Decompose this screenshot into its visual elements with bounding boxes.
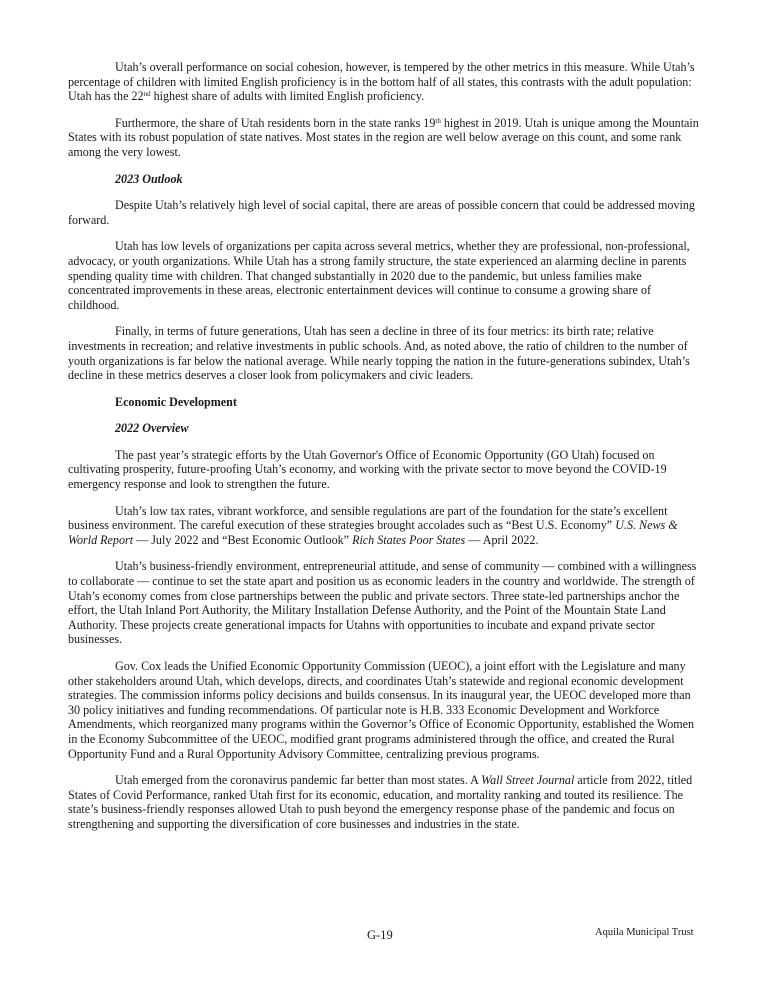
text-run: Utah’s overall performance on social cohesion, however, is tempered by the other metrics in this measure. While Utah’s percentage of children with limited English proficiency is in the bottom half of all states, this contrasts with the adult population: Utah has the 22 [68,60,695,104]
paragraph-outlook-intro: Despite Utah’s relatively high level of social capital, there are areas of possible concern that could be addressed moving forward. [68,198,695,227]
document-body [68,60,700,844]
superscript: nd [143,90,151,99]
paragraph-state-natives [68,116,700,160]
paragraph-social-cohesion [68,60,700,104]
paragraph-ueoc: Gov. Cox leads the Unified Economic Opportunity Commission (UEOC), a joint effort with the Legislature and many other stakeholders around Utah, which develops, directs, and coordinates Utah’s statewide and regional economic development strategies. The commission informs policy decisions and builds consensus. In its inaugural year, the UEOC developed more than 30 policy initiatives and funding recommendations. Of particular note is H.B. 333 Economic Development and Workforce Amendments, which reorganized many programs within the Governor’s Office of Economic Opportunity, established the Women in the Economy Subcommittee of the UEOC, modified grant programs administered through the office, and created the Rural Opportunity Fund and a Rural Opportunity Advisory Committee, centralizing previous programs. [68,659,695,761]
text-run: highest in 2019. Utah is unique among the Mountain States with its robust population of state natives. Most states in the region are well below average on this count, and some rank among the very lowest. [68,115,699,159]
heading-2023-outlook: 2023 Outlook [115,171,183,186]
text-run: Utah emerged from the coronavirus pandemic far better than most states. A [115,773,482,788]
text-run: Utah’s low tax rates, vibrant workforce, and sensible regulations are part of the foundation for the state’s excellent business environment. The careful execution of these strategies brought accolades such as “Best U.S. Economy” [68,503,668,533]
paragraph-future-generations: Finally, in terms of future generations, Utah has seen a decline in three of its four metrics: its birth rate; relative investments in recreation; and relative investments in public schools. And, as noted above, the ratio of children to the number of youth organizations is far below the national average. While nearly topping the nation in the future-generations subindex, Utah’s decline in these metrics deserves a closer look from policymakers and civic leaders. [68,324,690,383]
paragraph-go-utah: The past year’s strategic efforts by the Utah Governor's Office of Economic Opportunity (GO Utah) focused on cultivating prosperity, future-proofing Utah’s economy, and working with the private sector to move beyond the COVID-19 emergency response and look to strengthen the future. [68,447,667,492]
paragraph-organizations: Utah has low levels of organizations per capita across several metrics, whether they are professional, non-professional, advocacy, or youth organizations. While Utah has a strong family structure, the state experienced an alarming decline in parents spending quality time with children. That changed substantially in 2020 due to the pandemic, but unless families make concentrated improvements in these areas, electronic entertainment devices will continue to consume a growing share of childhood. [68,239,690,312]
heading-2022-overview: 2022 Overview [115,421,189,436]
paragraph-partnerships: Utah’s business-friendly environment, entrepreneurial attitude, and sense of community — combined with a willingness to collaborate — continue to set the state apart and position us as economic leaders in the country and worldwide. The strength of Utah’s economy comes from close partnerships between the public and private sectors. Three state-led partnerships anchor the effort, the Utah Inland Port Authority, the Military Installation Defense Authority, and the Point of the Mountain State Land Authority. These projects create generational impacts for Utahns with opportunities to incubate and expand private sector businesses. [68,559,697,647]
paragraph-tax-rates [68,504,700,548]
footer-organization: Aquila Municipal Trust [595,927,694,938]
italic-source: Rich States Poor States [352,532,466,547]
italic-source: Wall Street Journal [481,773,575,788]
text-run: — April 2022. [465,532,539,547]
paragraph-pandemic [68,773,700,831]
text-run: article from 2022, titled States of Covid Performance, ranked Utah first for its economic, education, and mortality ranking and touted its resilience. The state’s business-friendly responses allowed Utah to push beyond the emergency response phase of the pandemic and focus on strengthening and supporting the diversification of core businesses and industries in the state. [68,773,693,831]
page-number: G-19 [367,928,393,942]
text-run: Furthermore, the share of Utah residents born in the state ranks 19 [115,115,436,130]
text-run: — July 2022 and “Best Economic Outlook” [133,532,353,547]
heading-economic-development: Economic Development [115,394,237,409]
superscript: th [435,116,441,125]
italic-source: U.S. News & World Report [68,518,678,547]
text-run: highest share of adults with limited English proficiency. [150,89,425,104]
